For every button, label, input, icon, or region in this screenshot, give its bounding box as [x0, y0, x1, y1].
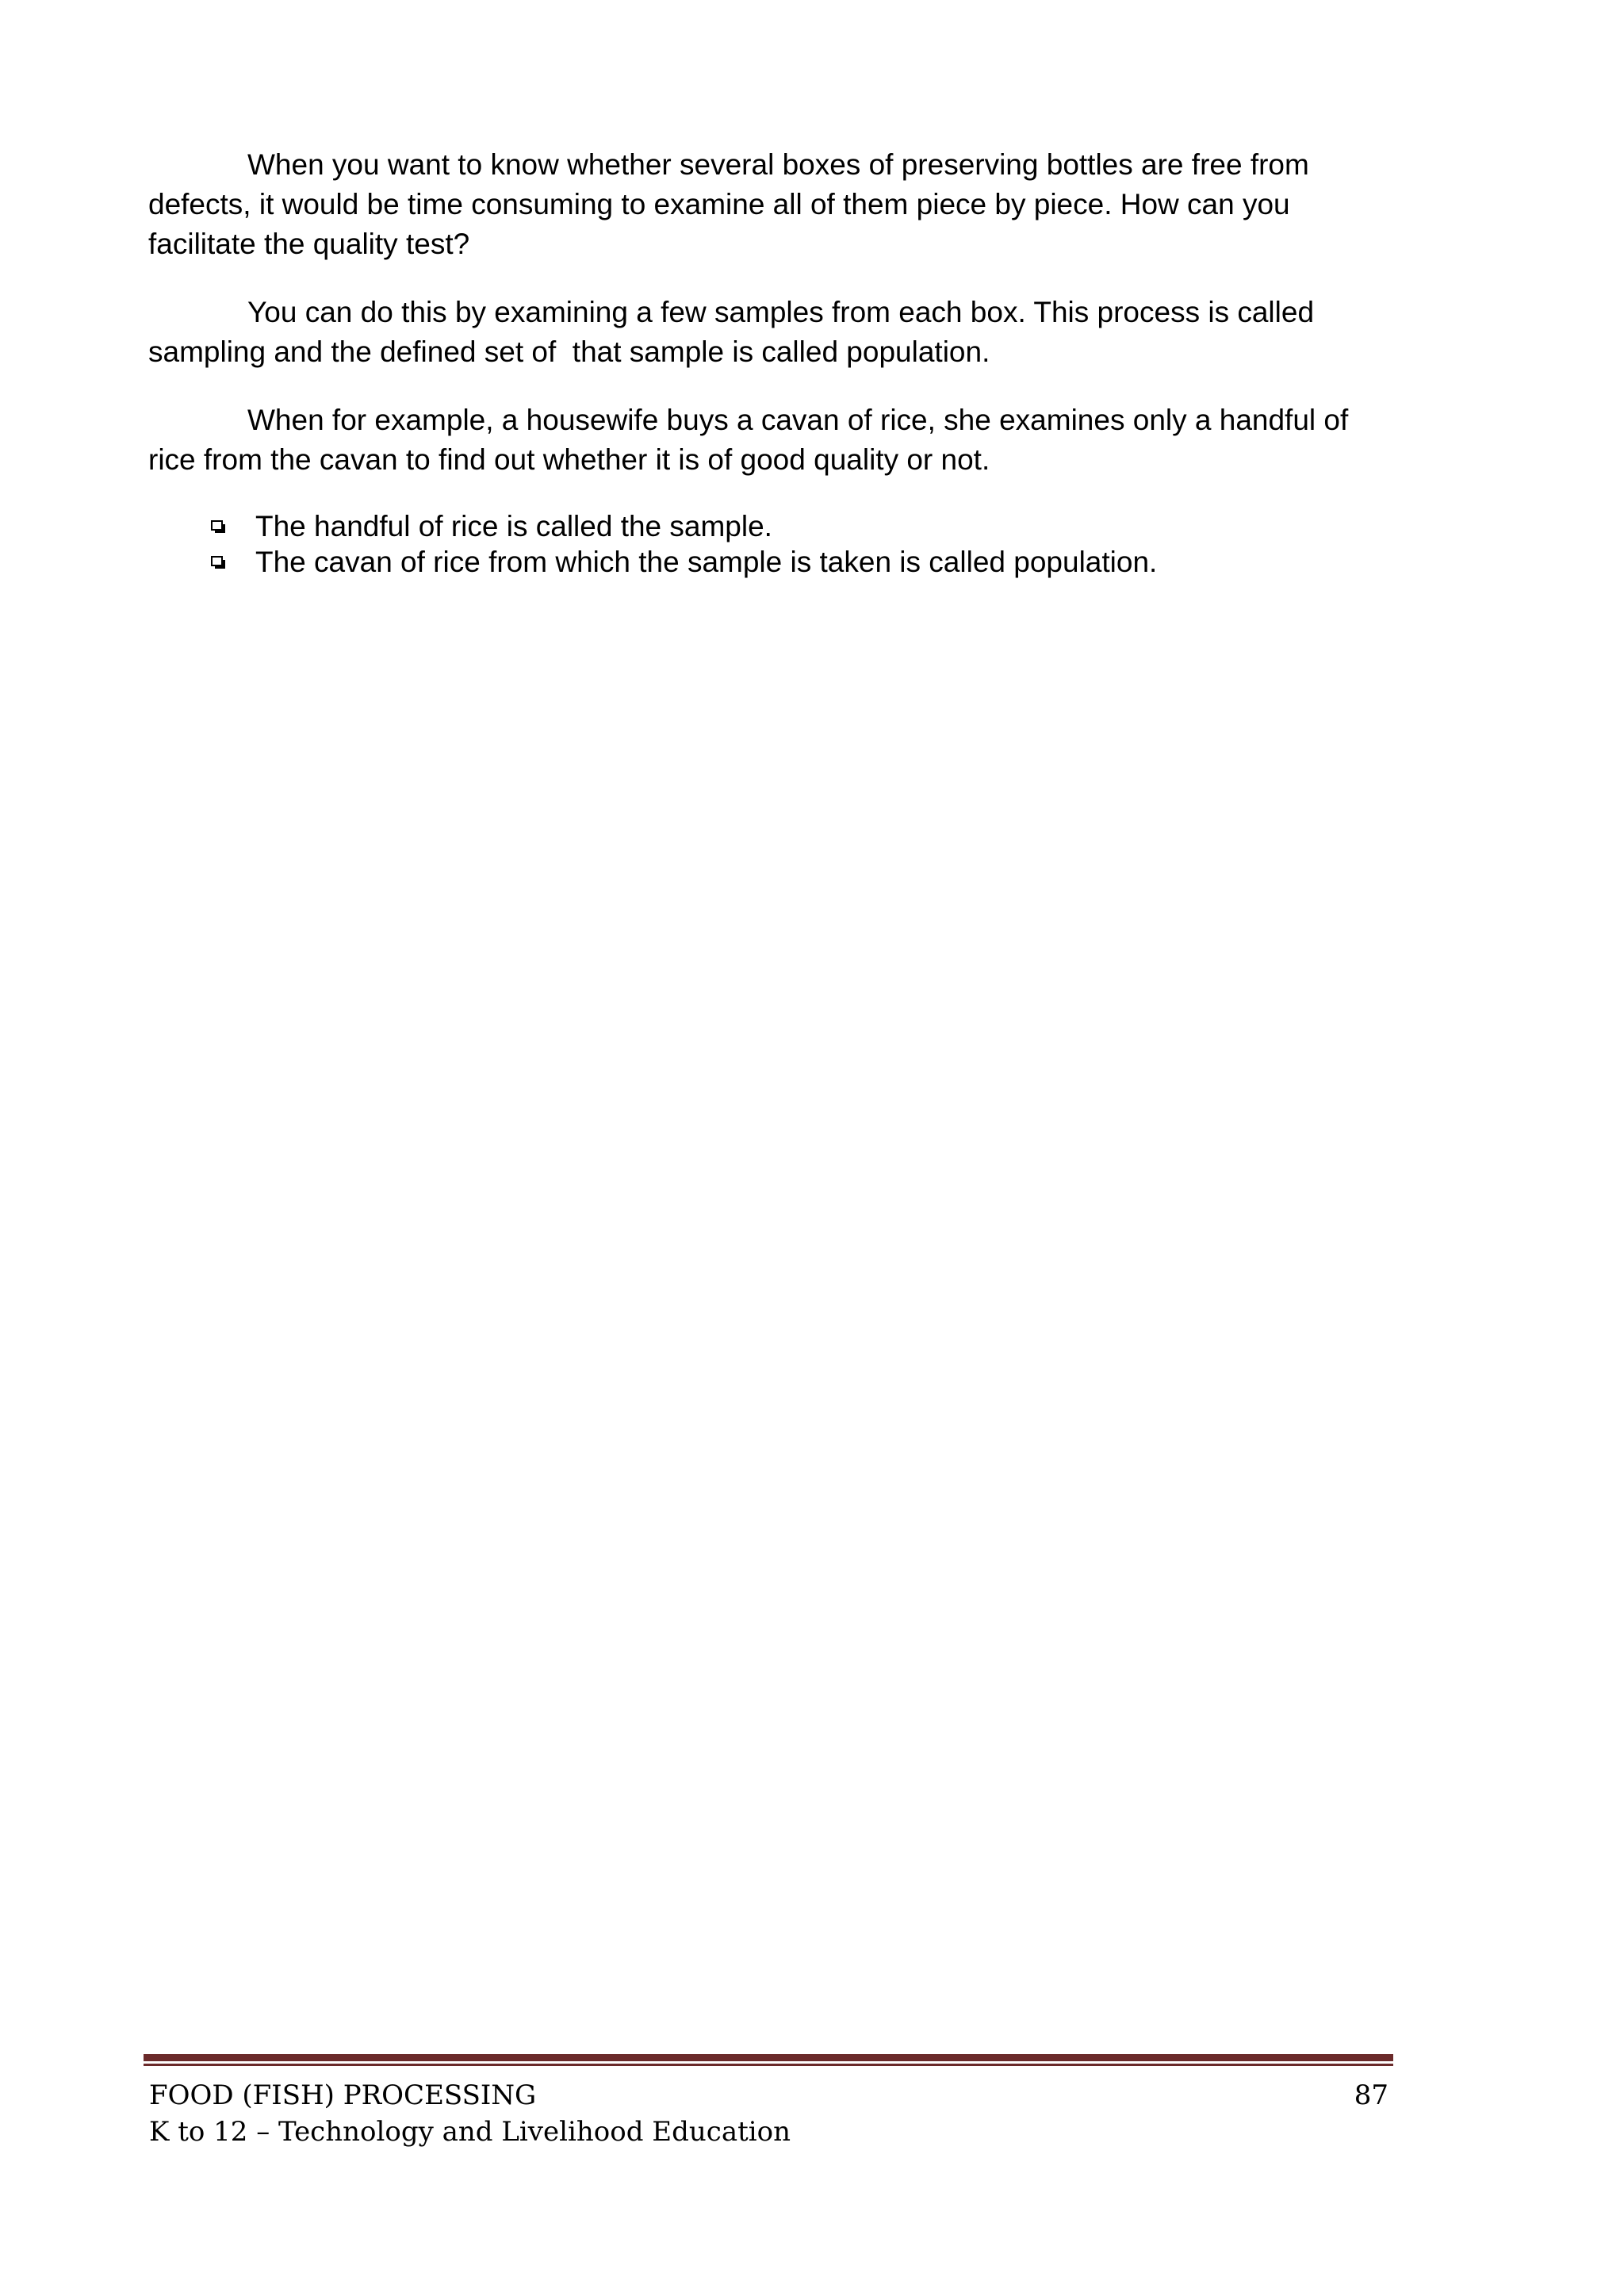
footer-title: FOOD (FISH) PROCESSING: [149, 2079, 537, 2111]
bullet-list: [148, 508, 1385, 580]
page-body: [148, 145, 1385, 580]
footer-subtitle: K to 12 – Technology and Livelihood Education: [149, 2116, 791, 2148]
footer-rule-thin: [144, 2064, 1393, 2066]
checkbox-bullet-icon: [210, 520, 226, 534]
list-item: [148, 508, 1385, 544]
list-item: [148, 544, 1385, 580]
paragraph-quality-test: When you want to know whether several boxes of preserving bottles are free from defects, it would be time consuming to examine all of them piece by piece. How can you facilitate the quality test?: [148, 148, 1318, 260]
checkbox-bullet-icon: [210, 556, 226, 569]
footer-title-line: [144, 2077, 1393, 2114]
bullet-text: The handful of rice is called the sample.: [255, 510, 772, 542]
page-footer: [144, 2054, 1393, 2150]
footer-rule: [144, 2054, 1393, 2061]
bullet-text: The cavan of rice from which the sample is taken is called population.: [255, 546, 1158, 578]
page-number: 87: [1354, 2079, 1388, 2111]
paragraph-sampling: You can do this by examining a few samples from each box. This process is called sampling and the defined set of that sample is called population.: [148, 296, 1323, 368]
paragraph-rice-example: When for example, a housewife buys a cavan of rice, she examines only a handful of rice from the cavan to find out whether it is of good quality or not.: [148, 404, 1357, 476]
